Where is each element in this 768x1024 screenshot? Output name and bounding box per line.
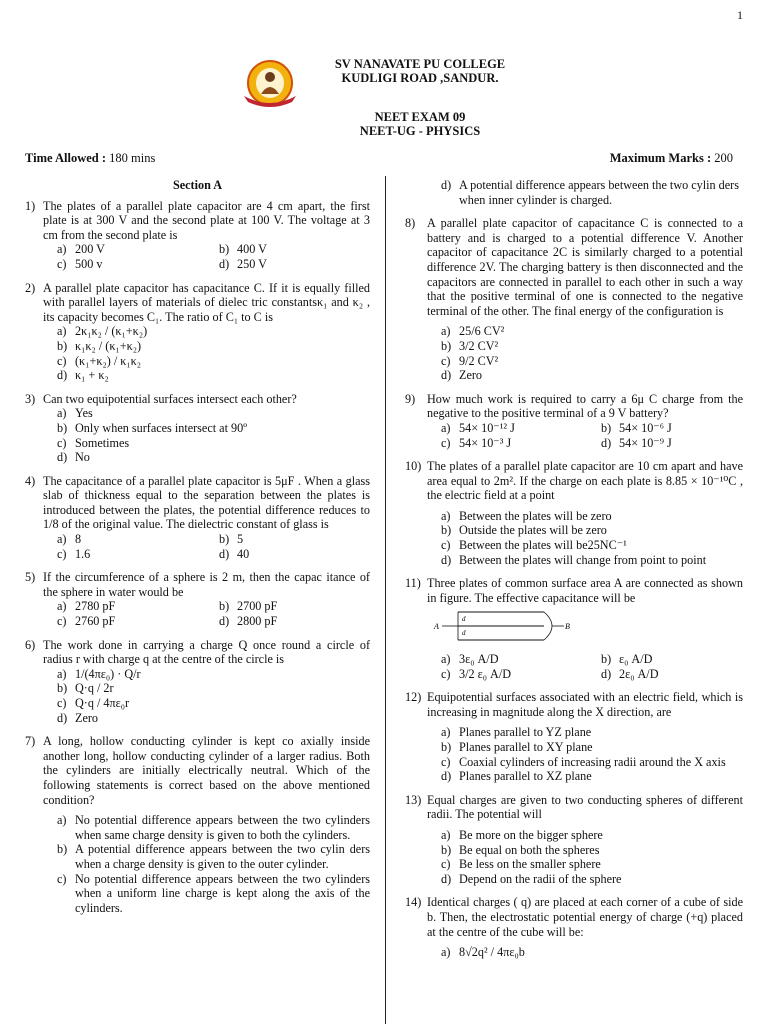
option: a) Yes bbox=[57, 406, 93, 421]
option: c) 54× 10⁻³ J bbox=[441, 435, 512, 450]
options bbox=[441, 725, 743, 783]
question-text: The work done in carrying a charge Q once round a circle of radius r with charge q at the centre of the circle is bbox=[43, 637, 370, 667]
question-9: 9) How much work is required to carry a 6μ C charge from the negative to the positive terminal of a 9 V battery? a) 54× 10⁻¹² J b) 54× 10⁻⁶ J c) 54× 10⁻³ J d) 54× 10⁻⁹ J bbox=[405, 391, 743, 450]
option: a) 2780 pF bbox=[57, 599, 116, 614]
question-12: 12) Equipotential surfaces associated with an electric field, which is increasing in magnitude along the X direction, are a) Planes parallel to YZ plane b) Planes parallel to XY plane c) Coaxial cylinders of increasing radii around the X axis d) Planes parallel to XZ plane bbox=[405, 690, 743, 784]
option: c) Be less on the smaller sphere bbox=[441, 857, 601, 872]
options bbox=[441, 652, 743, 681]
question-text: Identical charges ( q) are placed at each corner of a cube of side b. Then, the electrostatic potential energy of charge (+q) placed at the centre of the cube will be: bbox=[427, 895, 743, 939]
question-text: A long, hollow conducting cylinder is kept co axially inside another long, hollow conducting cylinder of a larger radius. Both the cylinders are initially electrically neutral. Which of the following statements is correct based on the above mentioned condition? bbox=[43, 734, 370, 807]
option: b) Outside the plates will be zero bbox=[441, 523, 607, 538]
option: a) Be more on the bigger sphere bbox=[441, 827, 603, 842]
section-title: Section A bbox=[172, 178, 223, 192]
option: d) Depend on the radii of the sphere bbox=[441, 871, 622, 886]
option: a) No potential difference appears between the two cylinders when same charge density is given to both the cylinders. bbox=[57, 813, 370, 842]
figure-label-d: d bbox=[462, 629, 466, 638]
question-text: A parallel plate capacitor of capacitance C is connected to a battery and is charged to a potential difference V. Another capacitor of capacitance 2C is similarly charged to a potential difference 2V. The charging battery is then disconnected and the capacitors are connected in parallel to each other in such a way that the positive terminal of one is connected to the negative terminal of the other. The final energy of the configuration is bbox=[427, 216, 743, 318]
question-3: 3) Can two equipotential surfaces intersect each other? a) Yes b) Only when surfaces intersect at 90º c) Sometimes d) No bbox=[25, 392, 370, 465]
option: c) Between the plates will be25NC⁻¹ bbox=[441, 538, 627, 553]
column-divider bbox=[385, 176, 386, 1024]
question-text: Three plates of common surface area A are connected as shown in figure. The effective capacitance will be bbox=[427, 576, 743, 605]
option: d) No bbox=[57, 450, 90, 465]
option: b) 2700 pF bbox=[219, 599, 278, 614]
left-column bbox=[25, 178, 370, 924]
option: b) A potential difference appears between the two cylin ders when a charge density is given to the outer cylinder. bbox=[57, 842, 370, 871]
option: a) 3ε₀ A/D bbox=[441, 652, 499, 667]
question-13: 13) Equal charges are given to two conducting spheres of different radii. The potential will a) Be more on the bigger sphere b) Be equal on both the spheres c) Be less on the smaller sphere d) Depend on the radii of the sphere bbox=[405, 792, 743, 886]
options bbox=[57, 242, 370, 271]
option: b) Be equal on both the spheres bbox=[441, 842, 600, 857]
option: a) Between the plates will be zero bbox=[441, 508, 612, 523]
question-7: 7) A long, hollow conducting cylinder is kept co axially inside another long, hollow conducting cylinder of a larger radius. Both the cylinders are initially electrically neutral. Which of the following statements is correct based on the above mentioned condition? a) No potential difference appears between the two cylinders when same charge density is given to both the cylinders. b) A potential difference appears between the two cylin ders when a charge density is given to the outer cylinder. c) No potential difference appears between the two cylinders when a uniform line charge is kept along the axis of the cylinders. bbox=[25, 734, 370, 915]
exam-subject: NEET-UG - PHYSICS bbox=[359, 124, 481, 138]
question-10: 10) The plates of a parallel plate capacitor are 10 cm apart and have area equal to 2m². If the charge on each plate is 8.85 × 10⁻¹⁰C , the electric field at a point a) Between the plates will be zero b) Outside the plates will be zero c) Between the plates will be25NC⁻¹ d) Between the plates will change from point to point bbox=[405, 459, 743, 567]
option: d) Zero bbox=[441, 368, 483, 383]
option: d) 54× 10⁻⁹ J bbox=[601, 435, 672, 450]
question-text: A parallel plate capacitor has capacitance C. If it is equally filled with parallel layers of materials of dielec tric constantsκ₁ and κ₂ , its capacity becomes C₁. The ratio of C₁ to C is bbox=[43, 280, 370, 324]
figure-label-b: B bbox=[565, 622, 570, 632]
options bbox=[57, 813, 370, 915]
maximum-marks bbox=[610, 151, 733, 166]
option: b) Q·q / 2r bbox=[57, 681, 114, 696]
time-label: Time Allowed : bbox=[25, 151, 107, 165]
question-4: 4) The capacitance of a parallel plate capacitor is 5μF . When a glass slab of thickness equal to the separation between the plates is introduced between the plates, the potential difference reduces to 1/8 of the original value. The dielectric constant of glass is a) 8 b) 5 c) 1.6 d) 40 bbox=[25, 473, 370, 561]
question-text: If the circumference of a sphere is 2 m, then the capac itance of the sphere in water would be bbox=[43, 570, 370, 599]
figure-label-a: A bbox=[434, 622, 439, 632]
option: d) 2ε₀ A/D bbox=[601, 666, 659, 681]
options bbox=[57, 599, 370, 628]
option: d) 40 bbox=[219, 546, 250, 561]
option: b) κ₁κ₂ / (κ₁+κ₂) bbox=[57, 338, 142, 353]
option: a) 2κ₁κ₂ / (κ₁+κ₂) bbox=[57, 324, 148, 339]
question-text: Equipotential surfaces associated with an electric field, which is increasing in magnitude along the X direction, are bbox=[427, 690, 743, 719]
marks-label: Maximum Marks : bbox=[609, 151, 712, 165]
option: c) 1.6 bbox=[57, 546, 91, 561]
question-2: 2) A parallel plate capacitor has capacitance C. If it is equally filled with parallel layers of materials of dielec tric constantsκ₁ and κ₂ , its capacity becomes C₁. The ratio of C₁ to C is a) 2κ₁κ₂ / (κ₁+κ₂) b) κ₁κ₂ / (κ₁+κ₂) c) (κ₁+κ₂) / κ₁κ₂ d) κ₁ + κ₂ bbox=[25, 280, 370, 383]
option: b) 400 V bbox=[219, 242, 267, 257]
option: c) No potential difference appears between the two cylinders when a uniform line charge is kept along the axis of the cylinders. bbox=[57, 871, 370, 915]
question-6: 6) The work done in carrying a charge Q once round a circle of radius r with charge q at the centre of the circle is a) 1/(4πε₀) · Q/r b) Q·q / 2r c) Q·q / 4πε₀r d) Zero bbox=[25, 637, 370, 725]
option: a) 54× 10⁻¹² J bbox=[441, 420, 515, 435]
option: a) 1/(4πε₀) · Q/r bbox=[57, 666, 141, 681]
option: c) Q·q / 4πε₀r bbox=[57, 696, 130, 710]
option: b) ε₀ A/D bbox=[601, 652, 653, 667]
question-text: The plates of a parallel plate capacitor are 4 cm apart, the first plate is at 300 V and the second plate at 100 V. The voltage at 3 cm from the second plate is bbox=[43, 198, 370, 242]
option: b) Planes parallel to XY plane bbox=[441, 740, 593, 754]
option: d) A potential difference appears between the two cylin ders when inner cylinder is charged. bbox=[441, 178, 739, 207]
time-value: 180 mins bbox=[109, 151, 156, 165]
options bbox=[441, 828, 743, 886]
option: a) 8√2q² / 4πε₀b bbox=[441, 945, 525, 960]
options bbox=[441, 421, 743, 450]
option: d) κ₁ + κ₂ bbox=[57, 368, 109, 383]
time-allowed bbox=[25, 151, 155, 166]
option: d) Between the plates will change from point to point bbox=[441, 552, 707, 567]
options bbox=[57, 532, 370, 561]
question-1: 1) The plates of a parallel plate capacitor are 4 cm apart, the first plate is at 300 V and the second plate at 100 V. The voltage at 3 cm from the second plate is a) 200 V b) 400 V c) 500 v d) 250 V bbox=[25, 198, 370, 271]
options bbox=[57, 406, 370, 464]
option: c) 3/2 ε₀ A/D bbox=[441, 666, 512, 681]
option: b) 3/2 CV² bbox=[441, 338, 499, 353]
question-5: 5) If the circumference of a sphere is 2 m, then the capac itance of the sphere in water would be a) 2780 pF b) 2700 pF c) 2760 pF d) 2800 pF bbox=[25, 570, 370, 629]
option: b) 5 bbox=[219, 532, 244, 547]
page-number: 1 bbox=[737, 8, 743, 22]
option: d) Planes parallel to XZ plane bbox=[441, 769, 592, 784]
marks-value: 200 bbox=[714, 151, 733, 165]
option: a) 200 V bbox=[57, 242, 105, 257]
option: a) Planes parallel to YZ plane bbox=[441, 725, 592, 740]
options bbox=[441, 509, 743, 567]
question-14: 14) Identical charges ( q) are placed at each corner of a cube of side b. Then, the electrostatic potential energy of charge (+q) placed at the centre of the cube will be: a) 8√2q² / 4πε₀b bbox=[405, 895, 743, 960]
options-continued bbox=[441, 178, 743, 207]
right-column bbox=[405, 178, 743, 969]
options bbox=[441, 945, 743, 960]
options bbox=[57, 324, 370, 382]
question-text: Equal charges are given to two conducting spheres of different radii. The potential will bbox=[427, 792, 743, 822]
option: c) (κ₁+κ₂) / κ₁κ₂ bbox=[57, 353, 142, 368]
option: c) 2760 pF bbox=[57, 614, 116, 629]
option: b) Only when surfaces intersect at 90º bbox=[57, 420, 247, 435]
option: c) 9/2 CV² bbox=[441, 353, 499, 368]
option: d) Zero bbox=[57, 710, 99, 725]
option: a) 8 bbox=[57, 532, 82, 547]
question-text: The capacitance of a parallel plate capacitor is 5μF . When a glass slab of thickness equal to the separation between the plates is introduced between the plates, the potential difference reduces to 1/8 of the original value. The dielectric constant of glass is bbox=[43, 473, 370, 532]
option: a) 25/6 CV² bbox=[441, 324, 505, 339]
question-text: How much work is required to carry a 6μ C charge from the negative to the positive terminal of a 9 V battery? bbox=[427, 391, 743, 421]
option: c) 500 v bbox=[57, 256, 103, 271]
college-logo bbox=[238, 58, 302, 108]
option: d) 2800 pF bbox=[219, 614, 278, 629]
exam-title: NEET EXAM 09 bbox=[374, 110, 466, 124]
option: d) 250 V bbox=[219, 256, 267, 271]
question-text: The plates of a parallel plate capacitor are 10 cm apart and have area equal to 2m². If the charge on each plate is 8.85 × 10⁻¹⁰C , the electric field at a point bbox=[427, 459, 743, 503]
question-11: 11) Three plates of common surface area A are connected as shown in figure. The effective capacitance will be A B d d a) 3ε₀ A/D b) ε₀ A/D c) 3/2 ε₀ A/D d) 2ε₀ A/D bbox=[405, 576, 743, 681]
college-address: KUDLIGI ROAD ,SANDUR. bbox=[341, 71, 499, 85]
figure-label-d: d bbox=[462, 615, 466, 624]
options bbox=[441, 324, 743, 382]
option: c) Sometimes bbox=[57, 435, 130, 450]
options bbox=[57, 667, 370, 725]
question-8: 8) A parallel plate capacitor of capacitance C is connected to a battery and is charged to a potential difference V. Another capacitor of capacitance 2C is similarly charged to a potential difference 2V. The charging battery is then disconnected and the capacitors are connected in parallel to each other in such a way that the positive terminal of one is connected to the negative terminal of the other. The final energy of the configuration is a) 25/6 CV² b) 3/2 CV² c) 9/2 CV² d) Zero bbox=[405, 216, 743, 383]
capacitor-figure bbox=[432, 608, 572, 644]
option: b) 54× 10⁻⁶ J bbox=[601, 420, 672, 435]
question-text: Can two equipotential surfaces intersect each other? bbox=[43, 391, 297, 406]
option: c) Coaxial cylinders of increasing radii around the X axis bbox=[441, 754, 726, 769]
college-name: SV NANAVATE PU COLLEGE bbox=[334, 57, 506, 71]
